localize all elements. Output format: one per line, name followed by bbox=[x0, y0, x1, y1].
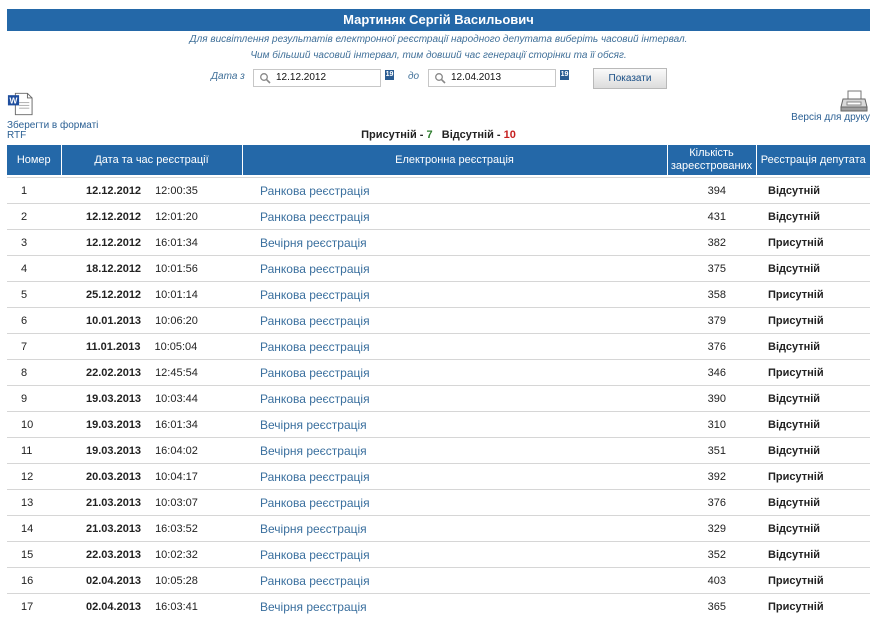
table-row bbox=[7, 516, 870, 542]
row-deputy-status: Присутній bbox=[756, 230, 870, 256]
row-datetime bbox=[61, 490, 242, 516]
info-text-line-1: Для висвітлення результатів електронної реєстрації народного депутата виберіть часовий інтервал. bbox=[189, 34, 688, 45]
table-row bbox=[7, 412, 870, 438]
row-registered-count: 375 bbox=[667, 256, 756, 282]
table-row bbox=[7, 360, 870, 386]
row-deputy-status: Відсутній bbox=[756, 256, 870, 282]
calendar-from-icon[interactable]: 19 bbox=[385, 71, 394, 78]
row-registration-type: Вечірня реєстрація bbox=[242, 438, 667, 464]
search-icon bbox=[259, 72, 271, 84]
row-deputy-status: Присутній bbox=[756, 282, 870, 308]
table-row bbox=[7, 542, 870, 568]
row-number: 10 bbox=[7, 412, 61, 438]
save-rtf-label-line-1: Зберегти в форматі bbox=[7, 120, 99, 131]
absent-dash: - bbox=[496, 129, 501, 141]
table-row bbox=[7, 594, 870, 620]
row-datetime bbox=[61, 568, 242, 594]
row-registered-count: 352 bbox=[667, 542, 756, 568]
table-row bbox=[7, 334, 870, 360]
row-time: 10:01:14 bbox=[155, 288, 198, 301]
row-date: 22.02.2013 bbox=[86, 366, 142, 379]
date-from-label: Дата з bbox=[211, 71, 245, 82]
row-registration-type: Ранкова реєстрація bbox=[242, 542, 667, 568]
row-date: 02.04.2013 bbox=[86, 600, 142, 613]
row-number: 16 bbox=[7, 568, 61, 594]
row-registered-count: 365 bbox=[667, 594, 756, 620]
row-time: 16:01:34 bbox=[155, 236, 198, 249]
row-registration-type: Ранкова реєстрація bbox=[242, 490, 667, 516]
row-registration-type: Ранкова реєстрація bbox=[242, 464, 667, 490]
row-registered-count: 329 bbox=[667, 516, 756, 542]
row-time: 10:03:07 bbox=[155, 496, 198, 509]
table-row bbox=[7, 490, 870, 516]
row-date: 12.12.2012 bbox=[86, 236, 142, 249]
row-time: 16:01:34 bbox=[155, 418, 198, 431]
row-time: 12:01:20 bbox=[155, 210, 198, 223]
row-registration-type: Вечірня реєстрація bbox=[242, 230, 667, 256]
row-deputy-status: Присутній bbox=[756, 308, 870, 334]
row-time: 10:02:32 bbox=[155, 548, 198, 561]
row-registration-type: Вечірня реєстрація bbox=[242, 516, 667, 542]
row-registration-type: Ранкова реєстрація bbox=[242, 386, 667, 412]
header-number: Номер bbox=[7, 145, 61, 175]
row-datetime bbox=[61, 204, 242, 230]
row-number: 3 bbox=[7, 230, 61, 256]
row-number: 1 bbox=[7, 178, 61, 204]
search-icon bbox=[434, 72, 446, 84]
date-from-input[interactable] bbox=[253, 69, 381, 87]
absent-label: Відсутній bbox=[441, 129, 494, 141]
table-row bbox=[7, 464, 870, 490]
row-registered-count: 346 bbox=[667, 360, 756, 386]
row-registered-count: 390 bbox=[667, 386, 756, 412]
date-to-input[interactable] bbox=[428, 69, 556, 87]
row-deputy-status: Відсутній bbox=[756, 490, 870, 516]
row-time: 10:06:20 bbox=[155, 314, 198, 327]
row-registration-type: Ранкова реєстрація bbox=[242, 256, 667, 282]
row-deputy-status: Відсутній bbox=[756, 334, 870, 360]
row-registered-count: 403 bbox=[667, 568, 756, 594]
row-datetime bbox=[61, 308, 242, 334]
table-row bbox=[7, 438, 870, 464]
row-registered-count: 358 bbox=[667, 282, 756, 308]
header-registration: Електронна реєстрація bbox=[242, 145, 667, 175]
row-deputy-status: Відсутній bbox=[756, 516, 870, 542]
registration-table bbox=[7, 145, 870, 619]
present-label: Присутній bbox=[361, 129, 417, 141]
row-time: 10:05:28 bbox=[155, 574, 198, 587]
row-registered-count: 376 bbox=[667, 490, 756, 516]
row-registration-type: Ранкова реєстрація bbox=[242, 308, 667, 334]
row-datetime bbox=[61, 230, 242, 256]
page-title: Мартиняк Сергій Васильович bbox=[7, 9, 870, 31]
row-number: 14 bbox=[7, 516, 61, 542]
printer-icon bbox=[840, 90, 868, 112]
row-deputy-status: Відсутній bbox=[756, 386, 870, 412]
svg-text:W: W bbox=[9, 95, 18, 106]
table-row bbox=[7, 386, 870, 412]
date-from-value: 12.12.2012 bbox=[276, 72, 327, 83]
row-date: 21.03.2013 bbox=[86, 522, 142, 535]
row-date: 20.03.2013 bbox=[86, 470, 142, 483]
row-date: 18.12.2012 bbox=[86, 262, 142, 275]
row-datetime bbox=[61, 360, 242, 386]
row-deputy-status: Відсутній bbox=[756, 178, 870, 204]
row-number: 8 bbox=[7, 360, 61, 386]
row-deputy-status: Присутній bbox=[756, 568, 870, 594]
row-time: 16:04:02 bbox=[155, 444, 198, 457]
row-registered-count: 382 bbox=[667, 230, 756, 256]
row-datetime bbox=[61, 542, 242, 568]
absent-count: 10 bbox=[503, 129, 516, 141]
row-number: 7 bbox=[7, 334, 61, 360]
row-datetime bbox=[61, 282, 242, 308]
attendance-summary bbox=[0, 129, 877, 141]
row-registration-type: Ранкова реєстрація bbox=[242, 568, 667, 594]
header-deputy-status: Реєстрація депутата bbox=[756, 145, 870, 175]
row-date: 12.12.2012 bbox=[86, 210, 142, 223]
row-deputy-status: Відсутній bbox=[756, 542, 870, 568]
row-date: 11.01.2013 bbox=[86, 340, 141, 353]
row-number: 9 bbox=[7, 386, 61, 412]
present-count: 7 bbox=[426, 129, 433, 141]
row-deputy-status: Відсутній bbox=[756, 204, 870, 230]
row-datetime bbox=[61, 516, 242, 542]
table-row bbox=[7, 256, 870, 282]
row-time: 16:03:41 bbox=[155, 600, 198, 613]
row-time: 10:01:56 bbox=[155, 262, 198, 275]
date-filter bbox=[0, 67, 877, 89]
table-row bbox=[7, 204, 870, 230]
save-rtf-label-line-2: RTF bbox=[7, 130, 27, 141]
present-dash: - bbox=[419, 129, 424, 141]
row-registration-type: Вечірня реєстрація bbox=[242, 412, 667, 438]
row-time: 12:45:54 bbox=[155, 366, 198, 379]
print-version-label: Версія для друку bbox=[791, 112, 870, 123]
row-datetime bbox=[61, 334, 242, 360]
row-registered-count: 351 bbox=[667, 438, 756, 464]
header-count: Кількість зареєстрованих bbox=[667, 145, 756, 175]
row-datetime bbox=[61, 256, 242, 282]
word-document-icon bbox=[7, 92, 33, 116]
row-number: 17 bbox=[7, 594, 61, 620]
row-datetime bbox=[61, 178, 242, 204]
row-date: 22.03.2013 bbox=[86, 548, 142, 561]
row-deputy-status: Присутній bbox=[756, 464, 870, 490]
row-deputy-status: Відсутній bbox=[756, 412, 870, 438]
row-time: 16:03:52 bbox=[155, 522, 198, 535]
row-registration-type: Ранкова реєстрація bbox=[242, 334, 667, 360]
row-date: 19.03.2013 bbox=[86, 418, 142, 431]
table-row bbox=[7, 308, 870, 334]
row-number: 13 bbox=[7, 490, 61, 516]
row-registration-type: Ранкова реєстрація bbox=[242, 178, 667, 204]
row-datetime bbox=[61, 464, 242, 490]
row-number: 12 bbox=[7, 464, 61, 490]
row-registered-count: 379 bbox=[667, 308, 756, 334]
row-number: 5 bbox=[7, 282, 61, 308]
row-registration-type: Ранкова реєстрація bbox=[242, 282, 667, 308]
row-registered-count: 394 bbox=[667, 178, 756, 204]
row-time: 12:00:35 bbox=[155, 184, 198, 197]
row-datetime bbox=[61, 386, 242, 412]
date-to-value: 12.04.2013 bbox=[451, 72, 502, 83]
row-registration-type: Ранкова реєстрація bbox=[242, 360, 667, 386]
date-to-label: до bbox=[408, 71, 420, 82]
row-datetime bbox=[61, 594, 242, 620]
row-time: 10:05:04 bbox=[154, 340, 198, 353]
header-datetime: Дата та час реєстрації bbox=[61, 145, 242, 175]
row-date: 21.03.2013 bbox=[86, 496, 142, 509]
row-number: 6 bbox=[7, 308, 61, 334]
table-row bbox=[7, 568, 870, 594]
info-text-line-2: Чим більший часовий інтервал, тим довший час генерації сторінки та її обсяг. bbox=[250, 50, 627, 61]
row-time: 10:03:44 bbox=[155, 392, 198, 405]
row-number: 11 bbox=[7, 438, 61, 464]
row-date: 25.12.2012 bbox=[86, 288, 142, 301]
row-date: 19.03.2013 bbox=[86, 392, 142, 405]
row-datetime bbox=[61, 412, 242, 438]
table-row bbox=[7, 282, 870, 308]
row-datetime bbox=[61, 438, 242, 464]
table-row bbox=[7, 230, 870, 256]
print-version-link[interactable] bbox=[780, 90, 870, 123]
row-registered-count: 431 bbox=[667, 204, 756, 230]
row-registered-count: 310 bbox=[667, 412, 756, 438]
row-registered-count: 392 bbox=[667, 464, 756, 490]
row-deputy-status: Присутній bbox=[756, 594, 870, 620]
row-deputy-status: Присутній bbox=[756, 360, 870, 386]
row-time: 10:04:17 bbox=[155, 470, 198, 483]
calendar-to-icon[interactable]: 19 bbox=[560, 71, 569, 78]
row-registration-type: Ранкова реєстрація bbox=[242, 204, 667, 230]
show-button[interactable]: Показати bbox=[593, 68, 667, 89]
row-date: 19.03.2013 bbox=[86, 444, 142, 457]
table-row bbox=[7, 178, 870, 204]
row-number: 2 bbox=[7, 204, 61, 230]
row-deputy-status: Відсутній bbox=[756, 438, 870, 464]
row-registration-type: Вечірня реєстрація bbox=[242, 594, 667, 620]
row-date: 10.01.2013 bbox=[86, 314, 142, 327]
row-number: 15 bbox=[7, 542, 61, 568]
row-date: 02.04.2013 bbox=[86, 574, 142, 587]
row-number: 4 bbox=[7, 256, 61, 282]
row-date: 12.12.2012 bbox=[86, 184, 142, 197]
row-registered-count: 376 bbox=[667, 334, 756, 360]
